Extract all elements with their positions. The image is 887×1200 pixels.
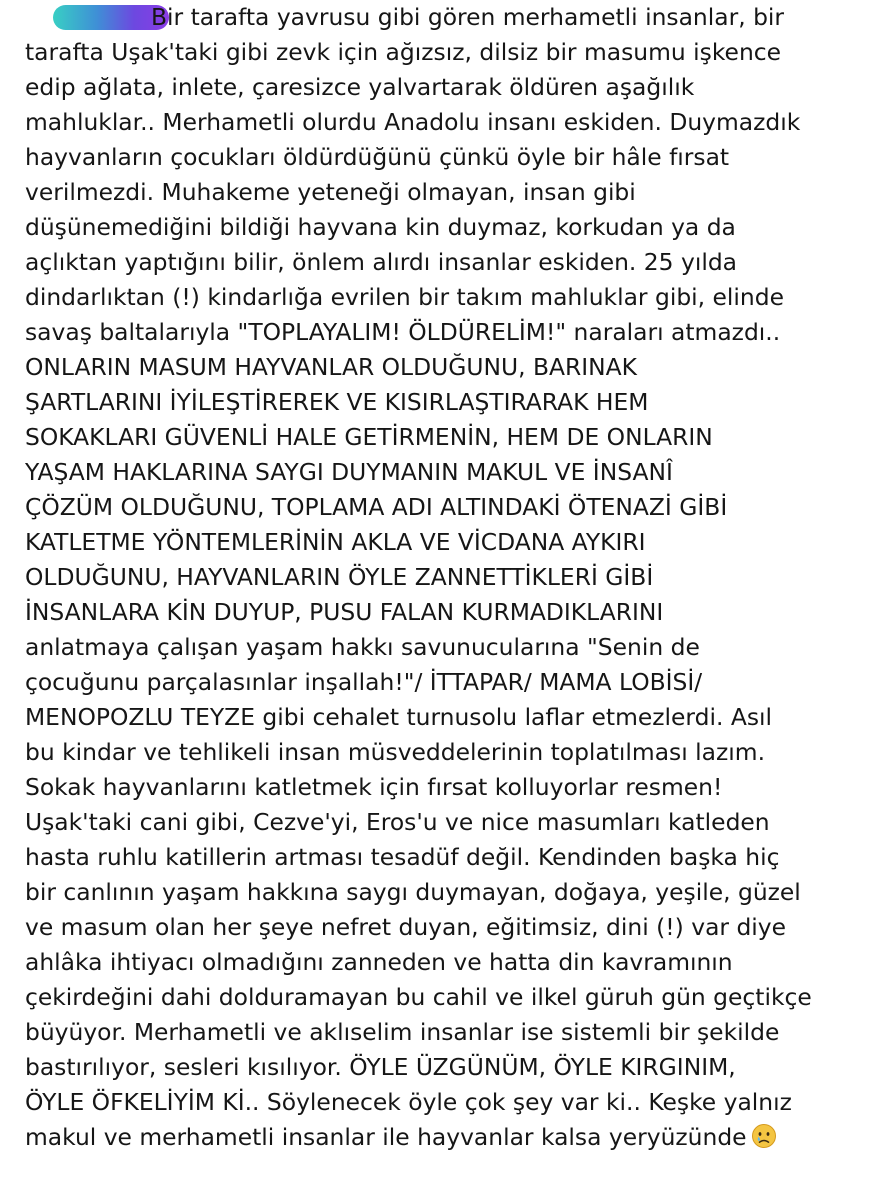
post-line: YAŞAM HAKLARINA SAYGI DUYMANIN MAKUL VE İNSANÎ <box>25 458 673 486</box>
post-line: hasta ruhlu katillerin artması tesadüf değil. Kendinden başka hiç <box>25 843 780 871</box>
post-line: düşünemediğini bildiği hayvana kin duymaz, korkudan ya da <box>25 213 736 241</box>
post-line: çocuğunu parçalasınlar inşallah!"/ İTTAPAR/ MAMA LOBİSİ/ <box>25 668 703 696</box>
post-line: ONLARIN MASUM HAYVANLAR OLDUĞUNU, BARINAK <box>25 353 637 381</box>
post-line: bir canlının yaşam hakkına saygı duymayan, doğaya, yeşile, güzel <box>25 878 801 906</box>
post-line: İNSANLARA KİN DUYUP, PUSU FALAN KURMADIKLARINI <box>25 598 664 626</box>
post-line: ŞARTLARINI İYİLEŞTİREREK VE KISIRLAŞTIRARAK HEM <box>25 388 649 416</box>
post-line: bastırılıyor, sesleri kısılıyor. ÖYLE ÜZGÜNÜM, ÖYLE KIRGINIM, <box>25 1053 736 1081</box>
post-line: savaş baltalarıyla "TOPLAYALIM! ÖLDÜRELİM!" naraları atmazdı.. <box>25 318 781 346</box>
post-line: ÇÖZÜM OLDUĞUNU, TOPLAMA ADI ALTINDAKİ ÖTENAZİ GİBİ <box>25 493 728 521</box>
post-line: edip ağlata, inlete, çaresizce yalvartarak öldüren aşağılık <box>25 73 695 101</box>
post-line: tarafta Uşak'taki gibi zevk için ağızsız, dilsiz bir masumu işkence <box>25 38 782 66</box>
post-line: mahluklar.. Merhametli olurdu Anadolu insanı eskiden. Duymazdık <box>25 108 801 136</box>
post-line: OLDUĞUNU, HAYVANLARIN ÖYLE ZANNETTİKLERİ GİBİ <box>25 563 654 591</box>
post-line: dindarlıktan (!) kindarlığa evrilen bir takım mahluklar gibi, elinde <box>25 283 784 311</box>
post-line: makul ve merhametli insanlar ile hayvanlar kalsa yeryüzünde <box>25 1123 747 1151</box>
post-line: açlıktan yaptığını bilir, önlem alırdı insanlar eskiden. 25 yılda <box>25 248 738 276</box>
post-line: Bir tarafta yavrusu gibi gören merhametli insanlar, bir <box>151 3 785 31</box>
post-line: ahlâka ihtiyacı olmadığını zanneden ve hatta din kavramının <box>25 948 733 976</box>
post-line: hayvanların çocukları öldürdüğünü çünkü öyle bir hâle fırsat <box>25 143 730 171</box>
post-line-last <box>25 1120 777 1155</box>
post-line: Sokak hayvanlarını katletmek için fırsat kolluyorlar resmen! <box>25 773 723 801</box>
sad-face-with-tear-icon <box>751 1123 777 1149</box>
post-line: MENOPOZLU TEYZE gibi cehalet turnusolu laflar etmezlerdi. Asıl <box>25 703 773 731</box>
post-line: bu kindar ve tehlikeli insan müsveddelerinin toplatılması lazım. <box>25 738 766 766</box>
post-line: KATLETME YÖNTEMLERİNİN AKLA VE VİCDANA AYKIRI <box>25 528 646 556</box>
post-line: ÖYLE ÖFKELİYİM Kİ.. Söylenecek öyle çok şey var ki.. Keşke yalnız <box>25 1088 792 1116</box>
post-line: ve masum olan her şeye nefret duyan, eğitimsiz, dini (!) var diye <box>25 913 787 941</box>
post-line: büyüyor. Merhametli ve aklıselim insanlar ise sistemli bir şekilde <box>25 1018 780 1046</box>
post-line: Uşak'taki cani gibi, Cezve'yi, Eros'u ve nice masumları katleden <box>25 808 770 836</box>
post-line: SOKAKLARI GÜVENLİ HALE GETİRMENİN, HEM DE ONLARIN <box>25 423 713 451</box>
post-body <box>25 0 870 1200</box>
post-line: anlatmaya çalışan yaşam hakkı savunucularına "Senin de <box>25 633 700 661</box>
post-line: verilmezdi. Muhakeme yeteneği olmayan, insan gibi <box>25 178 636 206</box>
post-line: çekirdeğini dahi dolduramayan bu cahil ve ilkel güruh gün geçtikçe <box>25 983 812 1011</box>
